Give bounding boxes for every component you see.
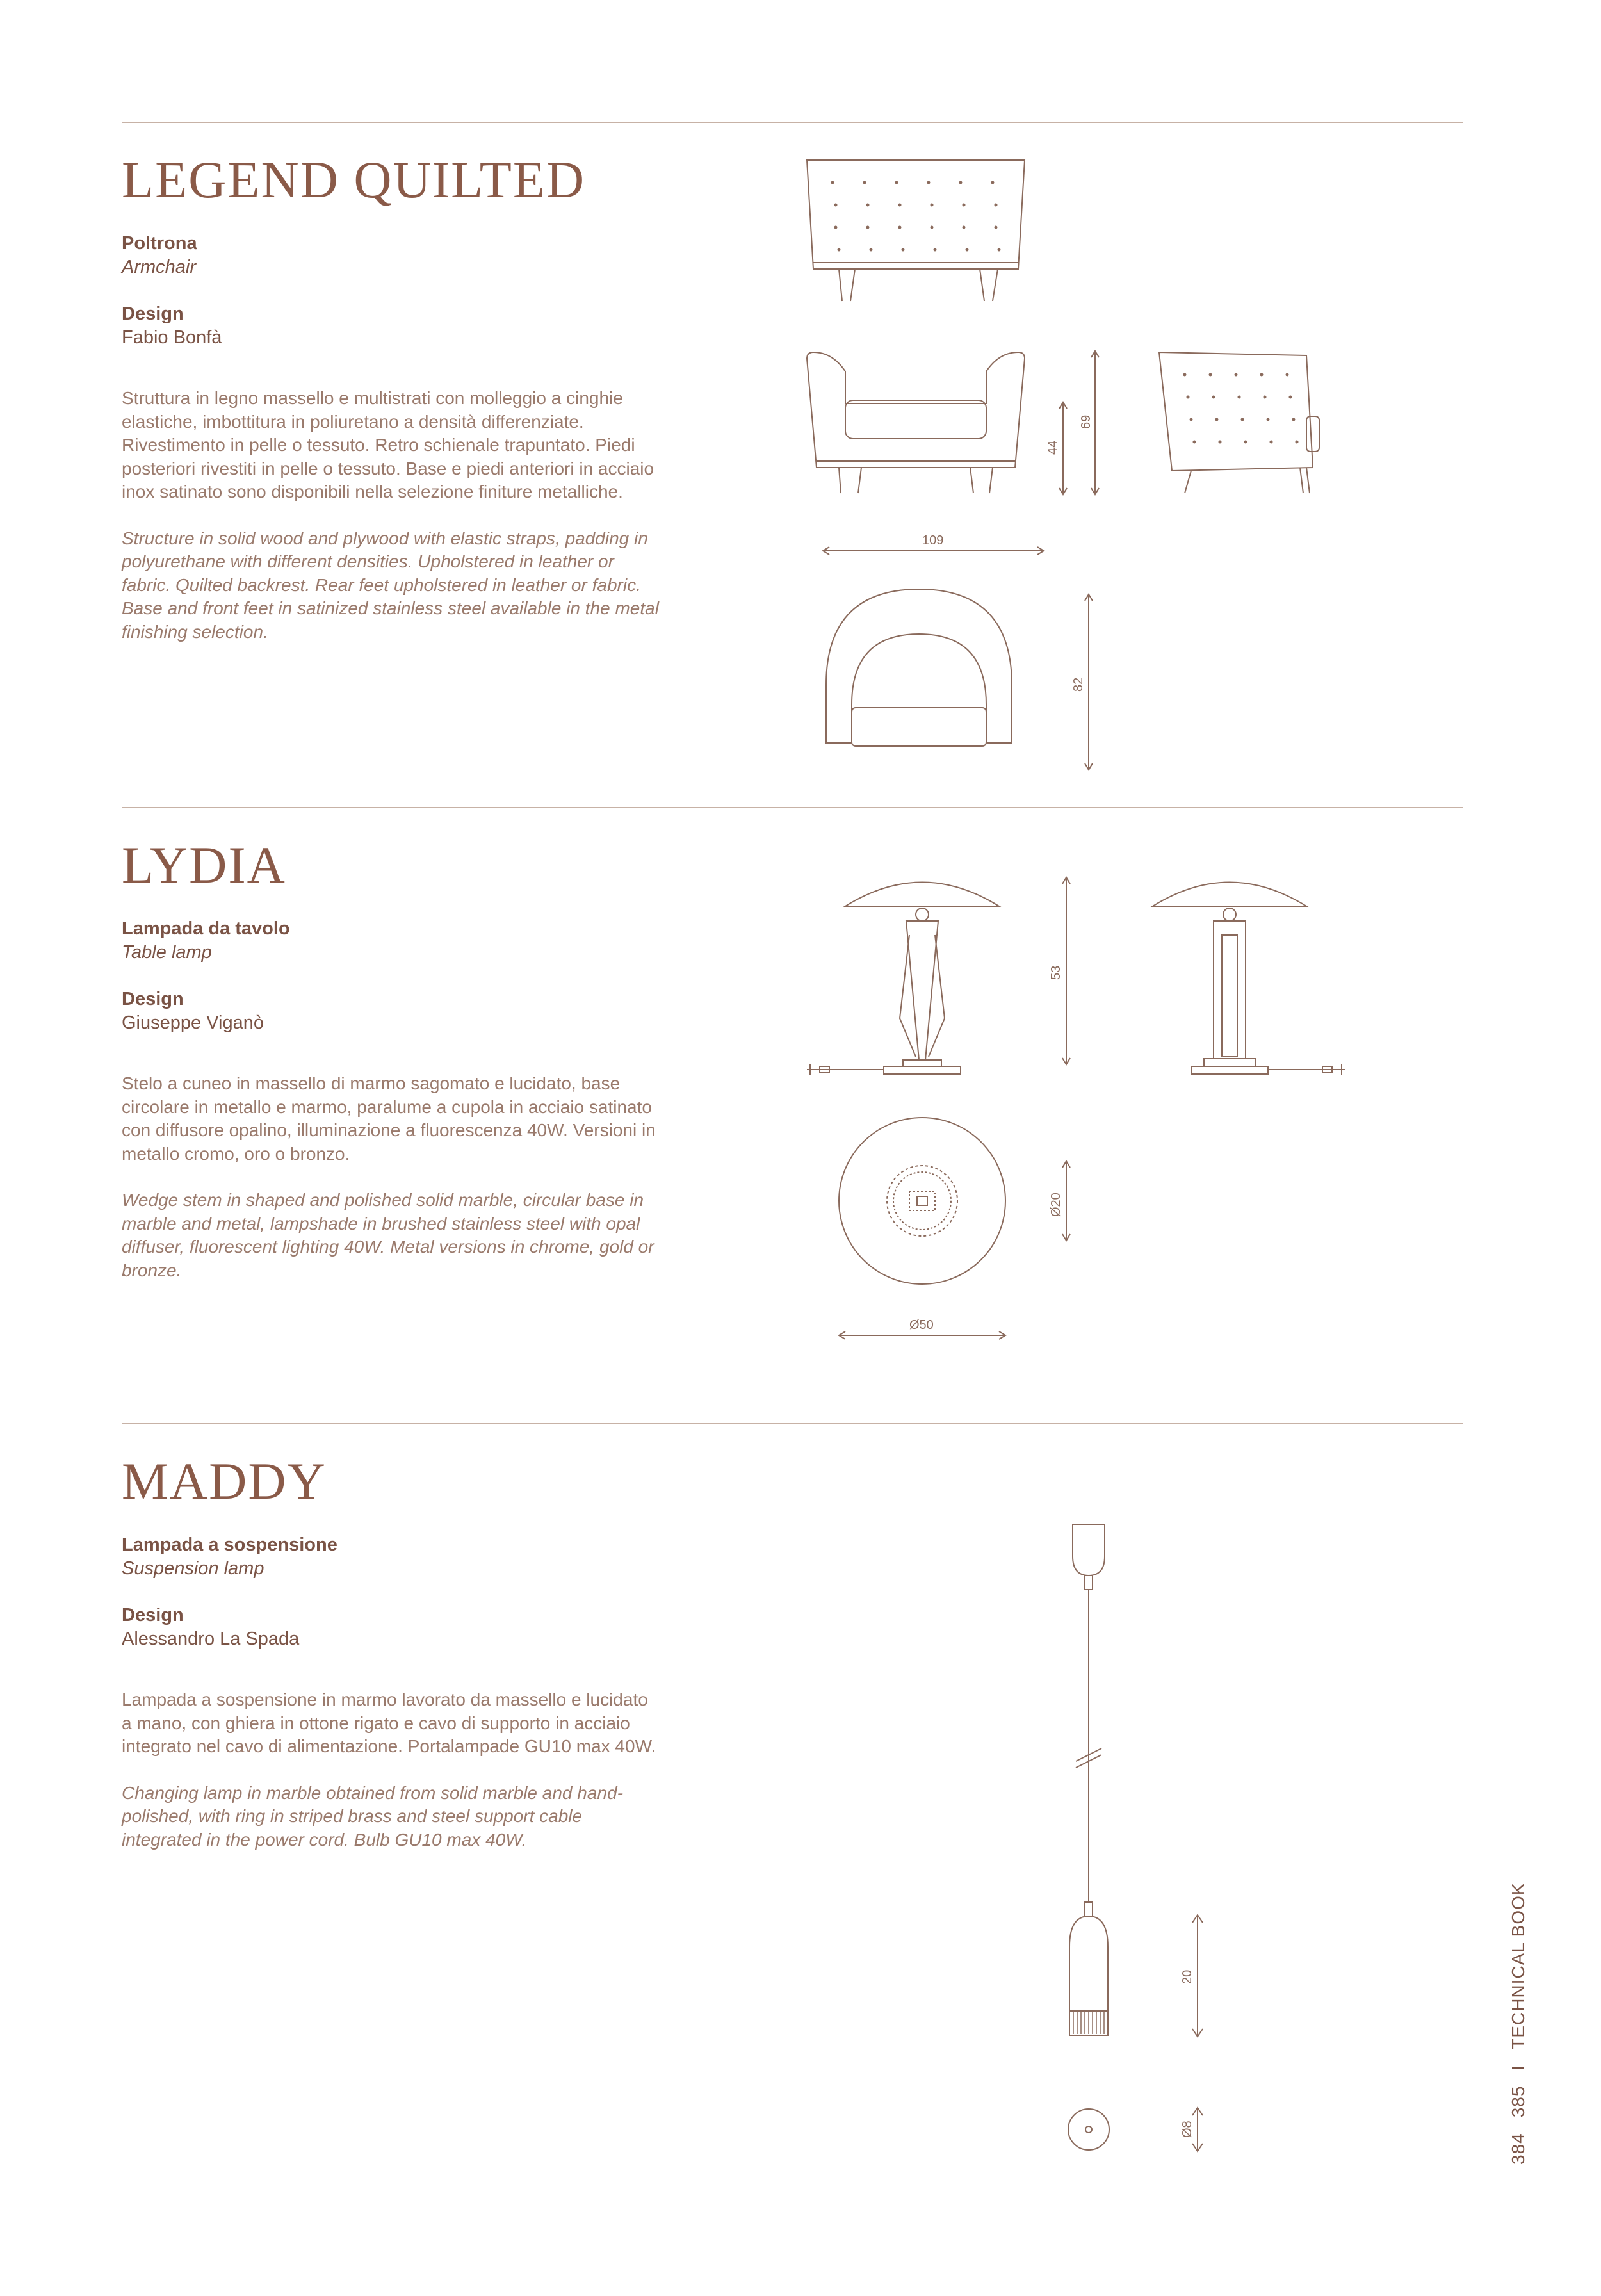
- dim-diameter-label: Ø8: [1180, 2121, 1194, 2138]
- product-type-en: Table lamp: [122, 942, 212, 963]
- maddy-technical-drawing: [1037, 1511, 1242, 2178]
- section-divider: [122, 1423, 1463, 1424]
- product-title: MADDY: [122, 1452, 327, 1510]
- description-it: Struttura in legno massello e multistrati con molleggio a cinghie elastiche, imbottitura in poliuretano a densità differenziate. Rivestimento in pelle o tessuto. Retro schienale trapuntato. Piedi posteriori rivestiti in pelle o tessuto. Base e piedi anteriori in acciaio inox satinato sono disponibili nella selezione finiture metalliche.: [122, 388, 654, 501]
- product-type-it: Lampada da tavolo: [122, 918, 290, 939]
- product-lydia: [122, 836, 660, 1282]
- description-it: Stelo a cuneo in massello di marmo sagomato e lucidato, base circolare in metallo e marmo, paralume a cupola in acciaio satinato con diffusore opalino, illuminazione a fluorescenza 40W. Versioni in metallo cromo, oro o bronzo.: [122, 1073, 656, 1164]
- dim-height-label: 69: [1079, 414, 1093, 429]
- dim-depth-label: 82: [1071, 677, 1085, 692]
- section-divider: [122, 122, 1463, 123]
- dim-base-label: Ø20: [1049, 1193, 1063, 1217]
- lamp-front-view: [807, 883, 999, 1075]
- designer-name: Giuseppe Viganò: [122, 1013, 264, 1033]
- dimension-depth: [1085, 594, 1093, 770]
- dimension-base-diameter: [1062, 1161, 1070, 1241]
- lamp-side-view: [1153, 883, 1345, 1075]
- design-label: Design: [122, 304, 184, 324]
- product-title: LYDIA: [122, 836, 286, 894]
- product-type-en: Armchair: [122, 257, 197, 277]
- armchair-back-view: [807, 160, 1025, 301]
- dim-shade-label: Ø50: [909, 1318, 934, 1332]
- description-it: Lampada a sospensione in marmo lavorato da massello e lucidato a mano, con ghiera in ottone rigato e cavo di supporto in acciaio integrato nel cavo di alimentazione. Portalampade GU10 max 40W.: [122, 1689, 656, 1756]
- product-title: LEGEND QUILTED: [122, 151, 586, 209]
- dimension-shade-diameter: [839, 1331, 1005, 1339]
- armchair-front-view: [807, 352, 1025, 493]
- dim-height-label: 53: [1049, 965, 1063, 980]
- product-type-en: Suspension lamp: [122, 1558, 264, 1579]
- design-label: Design: [122, 989, 184, 1009]
- footer-separator: I: [1508, 2064, 1528, 2071]
- lydia-technical-drawing: [794, 871, 1409, 1358]
- suspension-lamp-top-view: [1068, 2109, 1109, 2150]
- description-en: Wedge stem in shaped and polished solid marble, circular base in marble and metal, lampshade in brushed stainless steel with opal diffuser, fluorescent lighting 40W. Metal versions in chrome, gold or bronze.: [122, 1190, 654, 1280]
- dimension-height: [1062, 877, 1070, 1064]
- description-en: Structure in solid wood and plywood with elastic straps, padding in polyurethane with different densities. Upholstered in leather or fabric. Quilted backrest. Rear feet upholstered in leather or fabric. Base and front feet in satinized stainless steel available in the metal finishing selection.: [122, 528, 659, 642]
- suspension-lamp-side-view: [1069, 1524, 1108, 2035]
- product-maddy: [122, 1452, 660, 1852]
- dim-width-label: 109: [922, 533, 944, 548]
- product-type-it: Lampada a sospensione: [122, 1535, 337, 1555]
- lamp-top-view: [839, 1118, 1005, 1284]
- page-number-left: 384: [1508, 2133, 1528, 2165]
- armchair-side-view: [1159, 352, 1319, 493]
- page-number-right: 385: [1508, 2085, 1528, 2118]
- designer-name: Fabio Bonfà: [122, 327, 222, 348]
- dimension-seat-height: [1059, 402, 1067, 494]
- description-en: Changing lamp in marble obtained from solid marble and hand-polished, with ring in striped brass and steel support cable integrated in the power cord. Bulb GU10 max 40W.: [122, 1782, 623, 1850]
- armchair-top-view: [826, 589, 1012, 746]
- page-footer: [1508, 1867, 1529, 2165]
- design-label: Design: [122, 1605, 184, 1625]
- designer-name: Alessandro La Spada: [122, 1629, 300, 1649]
- book-title: TECHNICAL BOOK: [1508, 1882, 1528, 2049]
- legend-quilted-technical-drawing: [794, 147, 1370, 788]
- dim-height-label: 20: [1180, 1969, 1194, 1984]
- dimension-width: [823, 547, 1044, 555]
- product-type-it: Poltrona: [122, 233, 197, 254]
- section-divider: [122, 807, 1463, 808]
- product-legend-quilted: [122, 151, 660, 644]
- dim-seat-height-label: 44: [1046, 440, 1060, 455]
